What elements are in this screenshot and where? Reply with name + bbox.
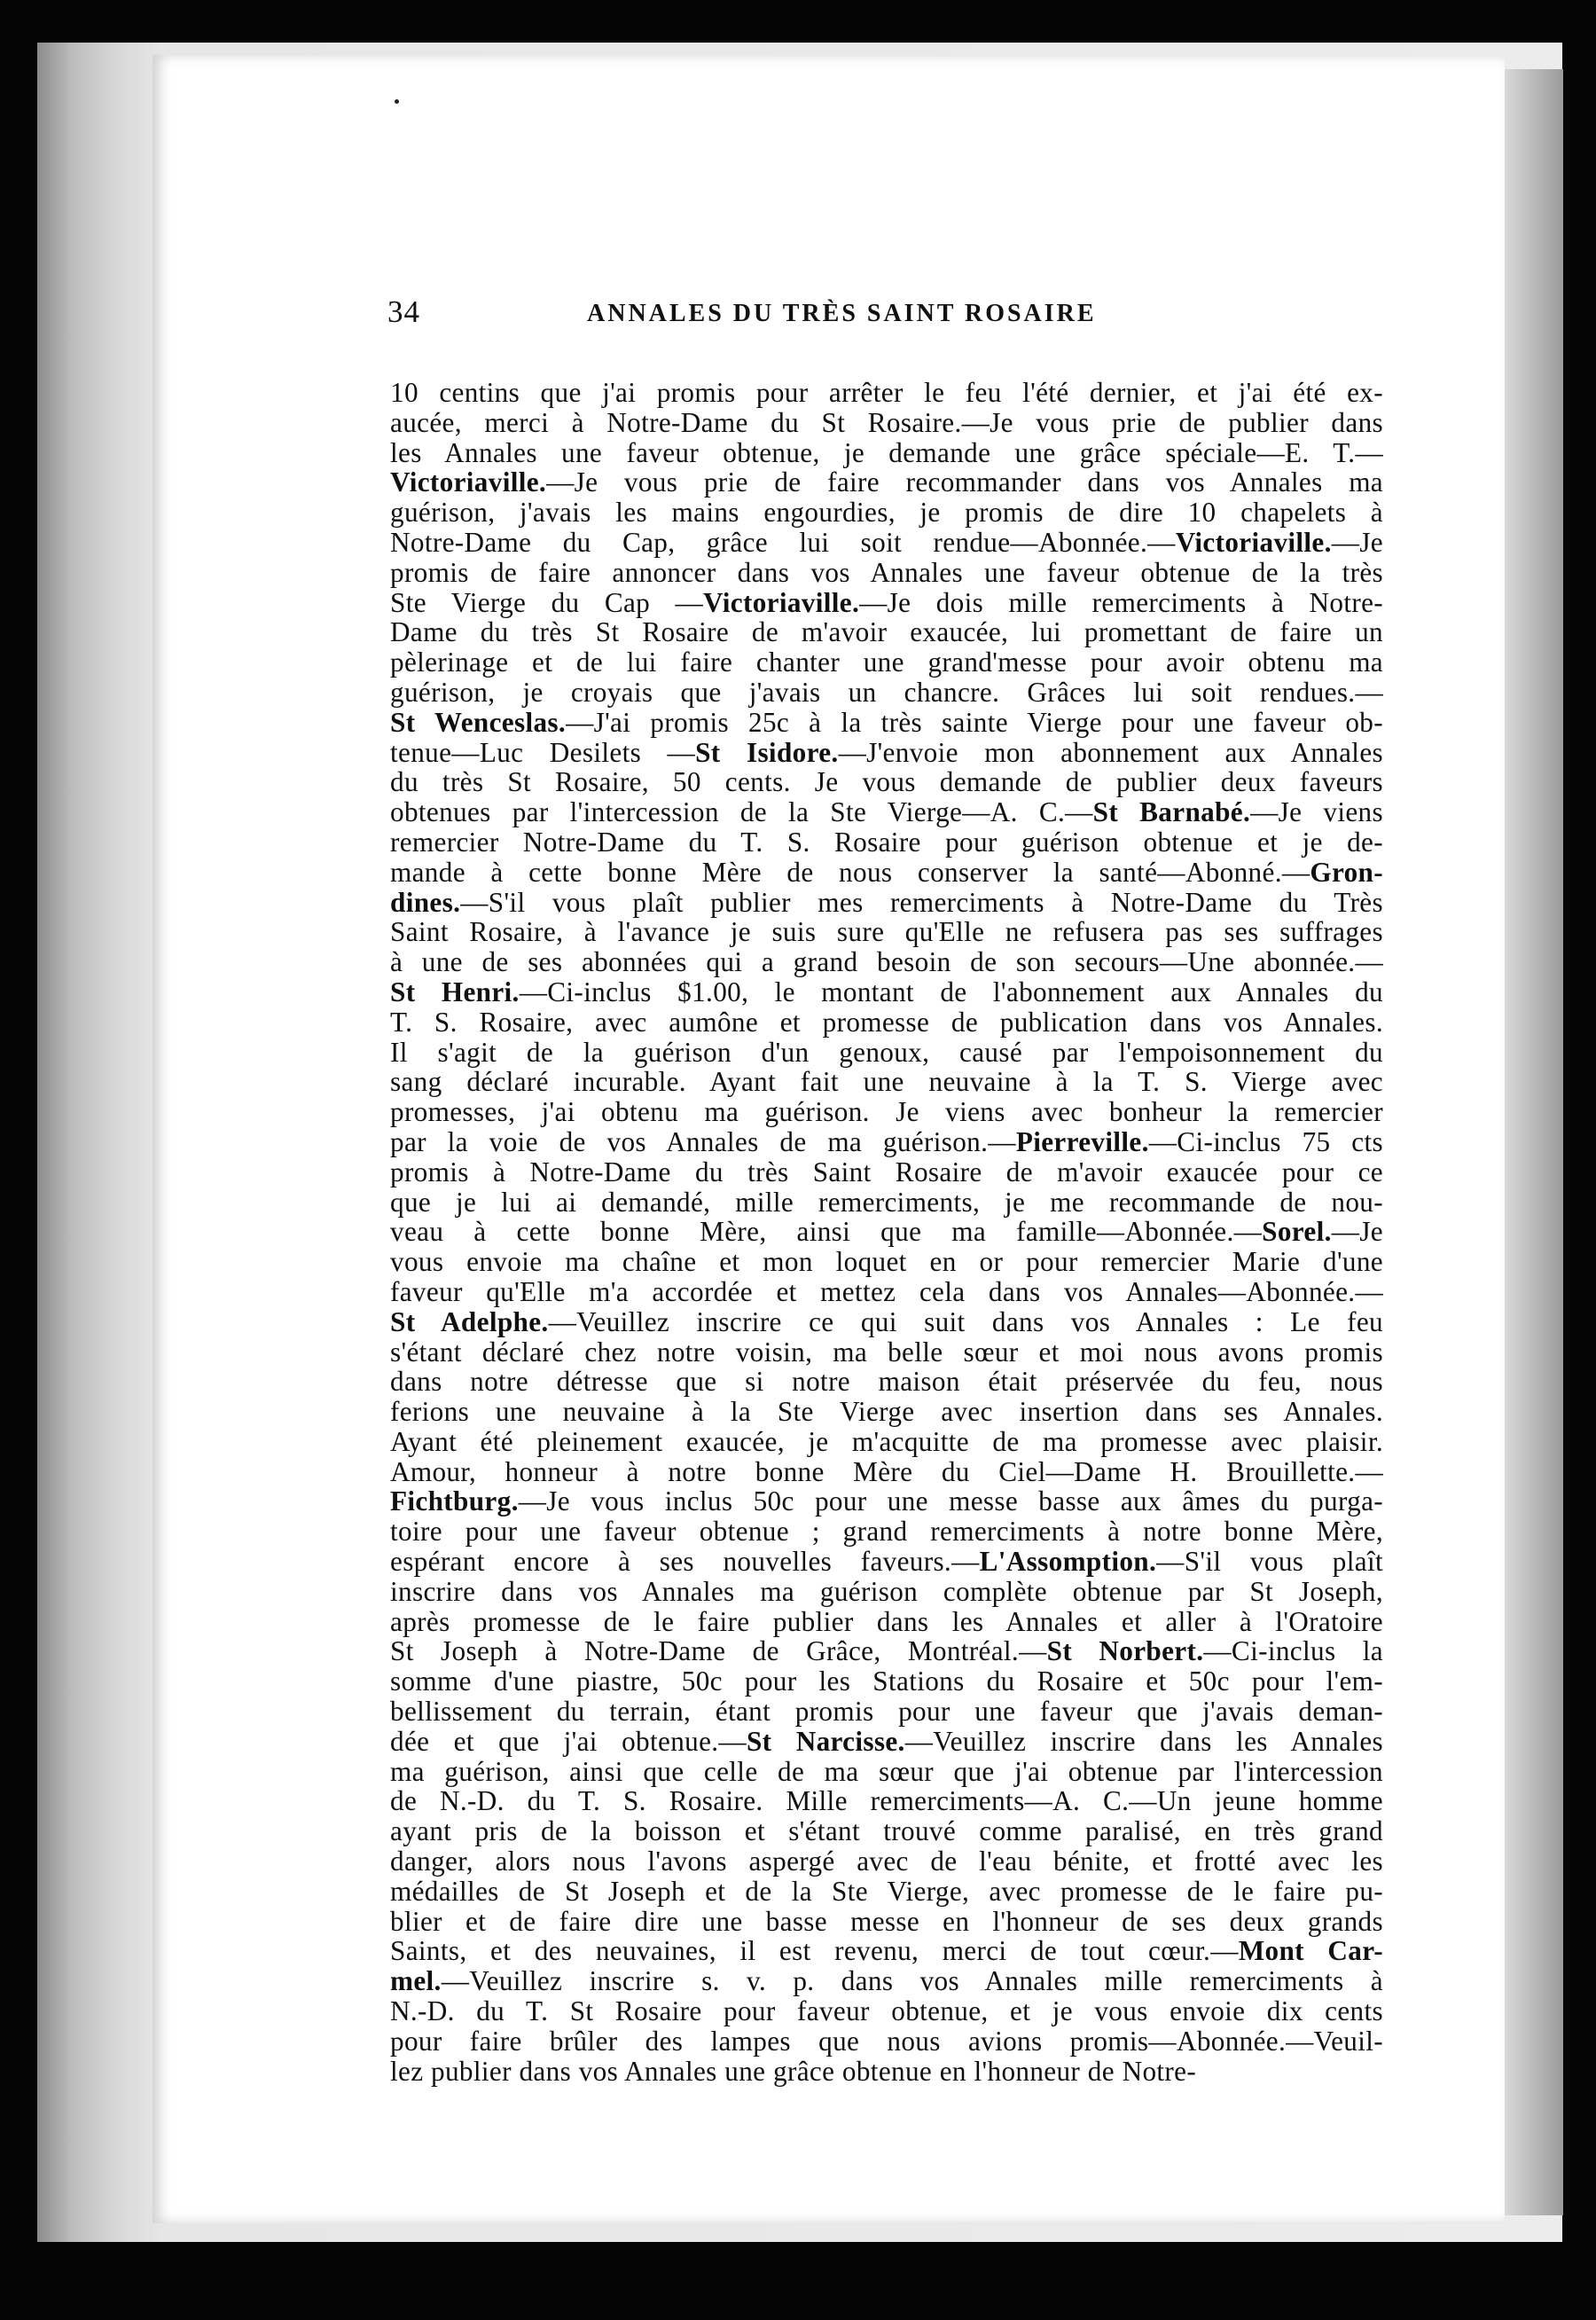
text-line: mande à cette bonne Mère de nous conserver la santé—Abonné.—Gron- bbox=[390, 856, 1383, 888]
text-line: du très St Rosaire, 50 cents. Je vous demande de publier deux faveurs bbox=[390, 766, 1383, 798]
running-title: ANNALES DU TRÈS SAINT ROSAIRE bbox=[587, 300, 1097, 327]
text-line: bellissement du terrain, étant promis pour une faveur que j'avais deman- bbox=[390, 1696, 1383, 1728]
page-header bbox=[387, 294, 1407, 335]
text-line: sang déclaré incurable. Ayant fait une neuvaine à la T. S. Vierge avec bbox=[390, 1066, 1383, 1098]
text-line: mel.—Veuillez inscrire s. v. p. dans vos Annales mille remerciments à bbox=[390, 1965, 1383, 1997]
text-line: médailles de St Joseph et de la Ste Vierge, avec promesse de le faire pu- bbox=[390, 1875, 1383, 1907]
text-line: pour faire brûler des lampes que nous avions promis—Abonnée.—Veuil- bbox=[390, 2025, 1383, 2057]
text-line: N.-D. du T. St Rosaire pour faveur obtenue, et je vous envoie dix cents bbox=[390, 1995, 1383, 2027]
text-line: que je lui ai demandé, mille remerciments, je me recommande de nou- bbox=[390, 1186, 1383, 1218]
text-line: ayant pris de la boisson et s'étant trouvé comme paralisé, en très grand bbox=[390, 1815, 1383, 1847]
text-line: ma guérison, ainsi que celle de ma sœur que j'ai obtenue par l'intercession bbox=[390, 1755, 1383, 1787]
page-edge bbox=[1505, 69, 1563, 2215]
text-line: Amour, honneur à notre bonne Mère du Ciel—Dame H. Brouillette.— bbox=[390, 1455, 1383, 1487]
text-line: promis à Notre-Dame du très Saint Rosaire de m'avoir exaucée pour ce bbox=[390, 1156, 1383, 1187]
text-line: St Adelphe.—Veuillez inscrire ce qui suit dans vos Annales : Le feu bbox=[390, 1305, 1383, 1337]
text-line: St Henri.—Ci-inclus $1.00, le montant de l'abonnement aux Annales du bbox=[390, 976, 1383, 1007]
text-line: tenue—Luc Desilets —St Isidore.—J'envoie mon abonnement aux Annales bbox=[390, 736, 1383, 768]
text-line: Victoriaville.—Je vous prie de faire recommander dans vos Annales ma bbox=[390, 466, 1383, 498]
text-line: inscrire dans vos Annales ma guérison complète obtenue par St Joseph, bbox=[390, 1575, 1383, 1607]
body-text bbox=[390, 378, 1383, 2086]
text-line: T. S. Rosaire, avec aumône et promesse de publication dans vos Annales. bbox=[390, 1006, 1383, 1038]
text-line: 10 centins que j'ai promis pour arrêter le feu l'été dernier, et j'ai été ex- bbox=[390, 377, 1383, 408]
text-line: Notre-Dame du Cap, grâce lui soit rendue—Abonnée.—Victoriaville.—Je bbox=[390, 526, 1383, 558]
text-line: veau à cette bonne Mère, ainsi que ma famille—Abonnée.—Sorel.—Je bbox=[390, 1216, 1383, 1248]
text-line: de N.-D. du T. S. Rosaire. Mille remerciments—A. C.—Un jeune homme bbox=[390, 1785, 1383, 1817]
text-line: St Joseph à Notre-Dame de Grâce, Montréal.—St Norbert.—Ci-inclus la bbox=[390, 1635, 1383, 1667]
page-number: 34 bbox=[387, 294, 420, 329]
text-line: Ayant été pleinement exaucée, je m'acquitte de ma promesse avec plaisir. bbox=[390, 1425, 1383, 1457]
text-line: guérison, je croyais que j'avais un chancre. Grâces lui soit rendues.— bbox=[390, 676, 1383, 708]
text-line: espérant encore à ses nouvelles faveurs.—L'Assomption.—S'il vous plaît bbox=[390, 1546, 1383, 1578]
text-line: s'étant déclaré chez notre voisin, ma belle sœur et moi nous avons promis bbox=[390, 1336, 1383, 1368]
text-line: Il s'agit de la guérison d'un genoux, causé par l'empoisonnement du bbox=[390, 1036, 1383, 1068]
text-line: dines.—S'il vous plaît publier mes remerciments à Notre-Dame du Très bbox=[390, 886, 1383, 918]
text-line: St Wenceslas.—J'ai promis 25c à la très sainte Vierge pour une faveur ob- bbox=[390, 706, 1383, 738]
text-line: à une de ses abonnées qui a grand besoin de son secours—Une abonnée.— bbox=[390, 946, 1383, 978]
text-line: toire pour une faveur obtenue ; grand remerciments à notre bonne Mère, bbox=[390, 1516, 1383, 1548]
text-line: guérison, j'avais les mains engourdies, je promis de dire 10 chapelets à bbox=[390, 497, 1383, 529]
text-line: lez publier dans vos Annales une grâce obtenue en l'honneur de Notre- bbox=[390, 2055, 1197, 2087]
text-line: faveur qu'Elle m'a accordée et mettez cela dans vos Annales—Abonnée.— bbox=[390, 1275, 1383, 1307]
text-line: obtenues par l'intercession de la Ste Vierge—A. C.—St Barnabé.—Je viens bbox=[390, 796, 1383, 828]
text-line: Saint Rosaire, à l'avance je suis sure qu'Elle ne refusera pas ses suffrages bbox=[390, 916, 1383, 948]
text-line: pèlerinage et de lui faire chanter une grand'messe pour avoir obtenu ma bbox=[390, 647, 1383, 678]
text-line: promis de faire annoncer dans vos Annales une faveur obtenue de la très bbox=[390, 556, 1383, 588]
text-line: danger, alors nous l'avons aspergé avec de l'eau bénite, et frotté avec les bbox=[390, 1846, 1383, 1877]
text-line: les Annales une faveur obtenue, je demande une grâce spéciale—E. T.— bbox=[390, 436, 1383, 468]
text-line: dans notre détresse que si notre maison était préservée du feu, nous bbox=[390, 1366, 1383, 1398]
text-line: par la voie de vos Annales de ma guérison.—Pierreville.—Ci-inclus 75 cts bbox=[390, 1125, 1383, 1157]
text-line: Saints, et des neuvaines, il est revenu, merci de tout cœur.—Mont Car- bbox=[390, 1935, 1383, 1967]
text-line: après promesse de le faire publier dans les Annales et aller à l'Oratoire bbox=[390, 1605, 1383, 1637]
text-line: Ste Vierge du Cap —Victoriaville.—Je dois mille remerciments à Notre- bbox=[390, 586, 1384, 618]
text-line: remercier Notre-Dame du T. S. Rosaire pour guérison obtenue et je de- bbox=[390, 826, 1383, 858]
text-line: aucée, merci à Notre-Dame du St Rosaire.—Je vous prie de publier dans bbox=[390, 406, 1383, 438]
text-line: blier et de faire dire une basse messe en l'honneur de ses deux grands bbox=[390, 1905, 1383, 1937]
text-line: vous envoie ma chaîne et mon loquet en or pour remercier Marie d'une bbox=[390, 1246, 1383, 1278]
scan-speck bbox=[395, 99, 399, 104]
text-line: somme d'une piastre, 50c pour les Stations du Rosaire et 50c pour l'em- bbox=[390, 1666, 1383, 1697]
text-line: Dame du très St Rosaire de m'avoir exaucée, lui promettant de faire un bbox=[390, 616, 1383, 648]
text-line: ferions une neuvaine à la Ste Vierge avec insertion dans ses Annales. bbox=[390, 1396, 1383, 1428]
text-line: dée et que j'ai obtenue.—St Narcisse.—Veuillez inscrire dans les Annales bbox=[390, 1725, 1383, 1757]
text-line: Fichtburg.—Je vous inclus 50c pour une messe basse aux âmes du purga- bbox=[390, 1485, 1383, 1517]
text-line: promesses, j'ai obtenu ma guérison. Je viens avec bonheur la remercier bbox=[390, 1096, 1383, 1128]
